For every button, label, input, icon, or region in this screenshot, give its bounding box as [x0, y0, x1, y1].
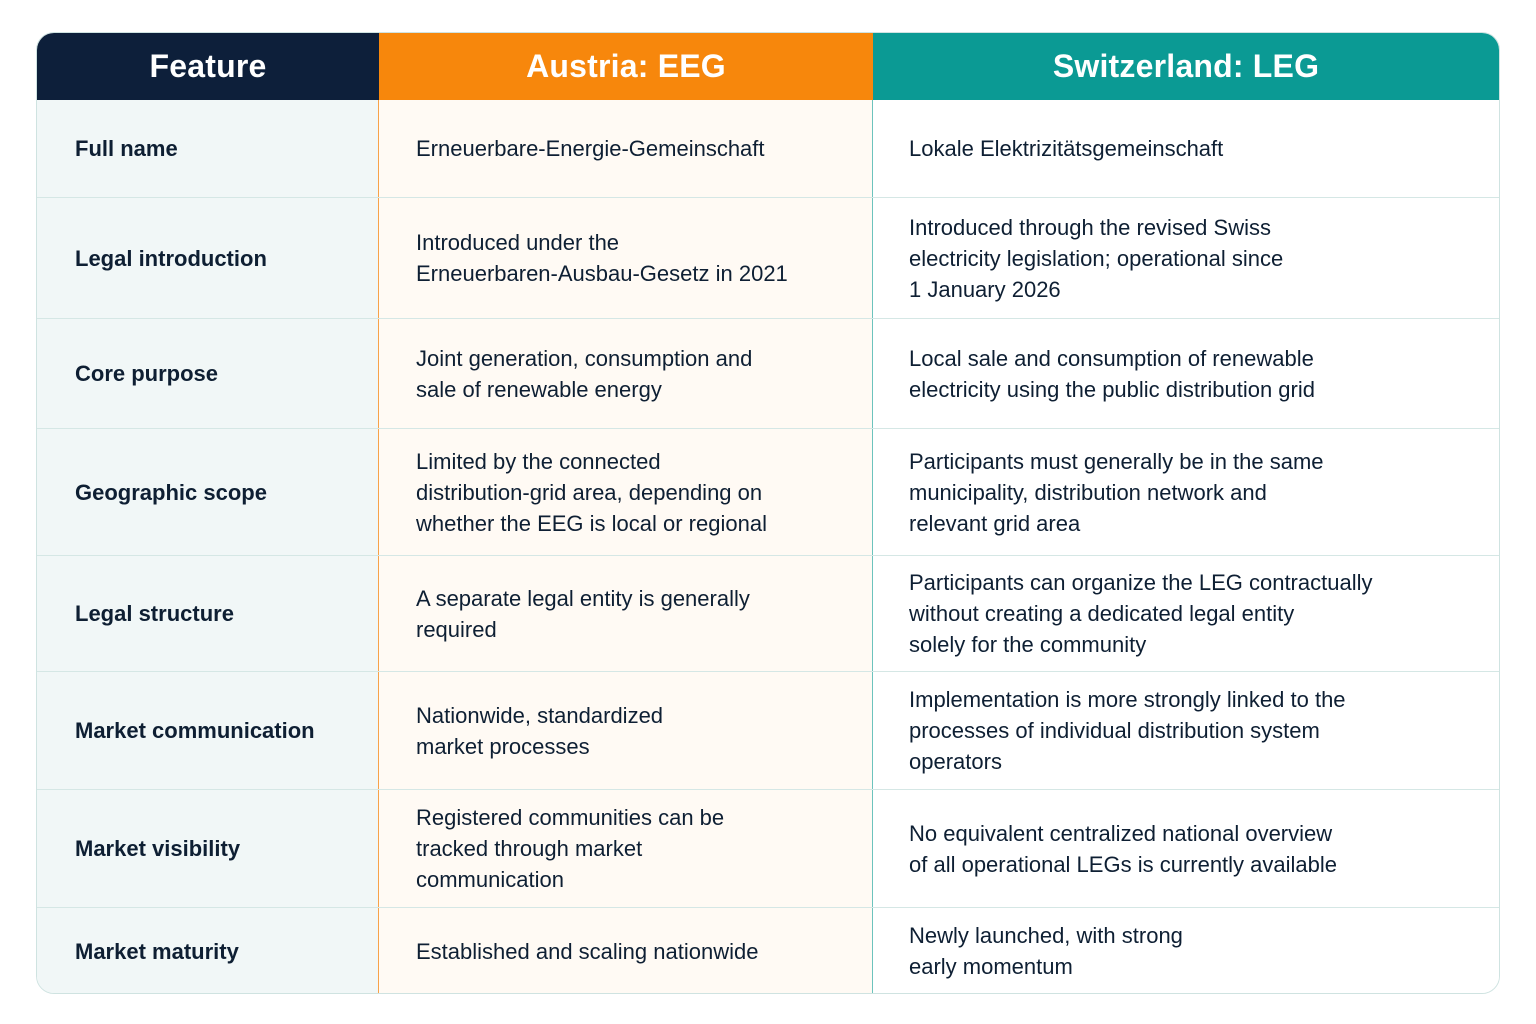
header-feature: Feature	[37, 33, 379, 100]
switzerland-text-line: 1 January 2026	[909, 276, 1061, 302]
austria-cell-text	[416, 936, 758, 967]
switzerland-cell	[873, 672, 1499, 789]
header-switzerland: Switzerland: LEG	[873, 33, 1499, 100]
switzerland-cell	[873, 429, 1499, 555]
switzerland-cell-text	[909, 343, 1315, 405]
switzerland-text-line: processes of individual distribution system	[909, 718, 1320, 743]
austria-text-line: Limited by the connected	[416, 448, 661, 474]
feature-cell: Full name	[37, 100, 379, 197]
austria-cell-text	[416, 802, 724, 895]
austria-text-line: Erneuerbaren-Ausbau-Gesetz in 2021	[416, 261, 788, 286]
austria-cell	[379, 908, 873, 994]
austria-text-line: Nationwide, standardized	[416, 702, 664, 728]
switzerland-cell-text	[909, 567, 1372, 660]
table-row	[37, 789, 1499, 907]
austria-text-line: distribution-grid area, depending on	[416, 479, 763, 505]
switzerland-text-line: Implementation is more strongly linked to the	[909, 687, 1346, 712]
austria-cell-text	[416, 343, 752, 405]
austria-text-line: whether the EEG is local or regional	[416, 510, 767, 536]
switzerland-text-line: Participants can organize the LEG contractually	[909, 570, 1373, 595]
austria-text-line: Joint generation, consumption and	[416, 345, 753, 371]
table-header	[37, 33, 1499, 100]
feature-cell: Legal introduction	[37, 198, 379, 318]
switzerland-text-line: electricity legislation; operational since	[909, 245, 1284, 271]
austria-cell	[379, 790, 873, 907]
feature-cell: Core purpose	[37, 319, 379, 428]
feature-cell: Market communication	[37, 672, 379, 789]
austria-cell-text	[416, 227, 788, 289]
switzerland-cell-text	[909, 133, 1223, 164]
table-row	[37, 197, 1499, 318]
table-row	[37, 555, 1499, 671]
switzerland-cell-text	[909, 920, 1183, 982]
austria-cell	[379, 429, 873, 555]
austria-cell	[379, 100, 873, 197]
switzerland-text-line: of all operational LEGs is currently available	[909, 851, 1338, 877]
table-row	[37, 671, 1499, 789]
austria-text-line: Erneuerbare-Energie-Gemeinschaft	[416, 136, 765, 161]
switzerland-text-line: Lokale Elektrizitätsgemeinschaft	[909, 136, 1224, 161]
switzerland-cell	[873, 100, 1499, 197]
austria-text-line: Registered communities can be	[416, 805, 725, 830]
feature-cell: Market maturity	[37, 908, 379, 994]
austria-cell-text	[416, 583, 750, 645]
switzerland-text-line: Participants must generally be in the same	[909, 448, 1324, 474]
austria-cell-text	[416, 133, 765, 164]
austria-text-line: sale of renewable energy	[416, 376, 662, 402]
austria-text-line: communication	[416, 867, 564, 892]
table-row	[37, 907, 1499, 994]
switzerland-text-line: early momentum	[909, 954, 1073, 979]
switzerland-text-line: Introduced through the revised Swiss	[909, 214, 1271, 240]
switzerland-cell	[873, 908, 1499, 994]
austria-text-line: tracked through market	[416, 836, 643, 861]
comparison-table	[36, 32, 1500, 994]
switzerland-text-line: solely for the community	[909, 632, 1147, 657]
table-row	[37, 318, 1499, 428]
switzerland-cell	[873, 198, 1499, 318]
austria-cell-text	[416, 446, 767, 539]
austria-cell-text	[416, 700, 663, 762]
feature-cell: Market visibility	[37, 790, 379, 907]
table-row	[37, 428, 1499, 555]
switzerland-text-line: without creating a dedicated legal entity	[909, 601, 1295, 626]
austria-cell	[379, 672, 873, 789]
switzerland-text-line: municipality, distribution network and	[909, 479, 1267, 505]
switzerland-text-line: relevant grid area	[909, 510, 1081, 536]
switzerland-cell-text	[909, 212, 1283, 305]
table-body	[37, 100, 1499, 994]
switzerland-cell	[873, 790, 1499, 907]
switzerland-cell	[873, 319, 1499, 428]
feature-cell: Geographic scope	[37, 429, 379, 555]
austria-cell	[379, 556, 873, 671]
switzerland-text-line: electricity using the public distribution grid	[909, 376, 1315, 402]
feature-cell: Legal structure	[37, 556, 379, 671]
austria-text-line: market processes	[416, 733, 590, 759]
switzerland-text-line: Local sale and consumption of renewable	[909, 345, 1314, 371]
austria-text-line: A separate legal entity is generally	[416, 585, 750, 611]
switzerland-text-line: No equivalent centralized national overview	[909, 820, 1333, 846]
header-austria: Austria: EEG	[379, 33, 873, 100]
switzerland-cell-text	[909, 818, 1337, 880]
switzerland-cell-text	[909, 446, 1324, 539]
austria-text-line: Introduced under the	[416, 230, 620, 255]
austria-text-line: Established and scaling nationwide	[416, 938, 759, 964]
switzerland-text-line: operators	[909, 749, 1002, 774]
table-row	[37, 100, 1499, 197]
austria-cell	[379, 198, 873, 318]
austria-text-line: required	[416, 616, 497, 642]
switzerland-cell	[873, 556, 1499, 671]
austria-cell	[379, 319, 873, 428]
switzerland-text-line: Newly launched, with strong	[909, 923, 1183, 948]
switzerland-cell-text	[909, 684, 1346, 777]
